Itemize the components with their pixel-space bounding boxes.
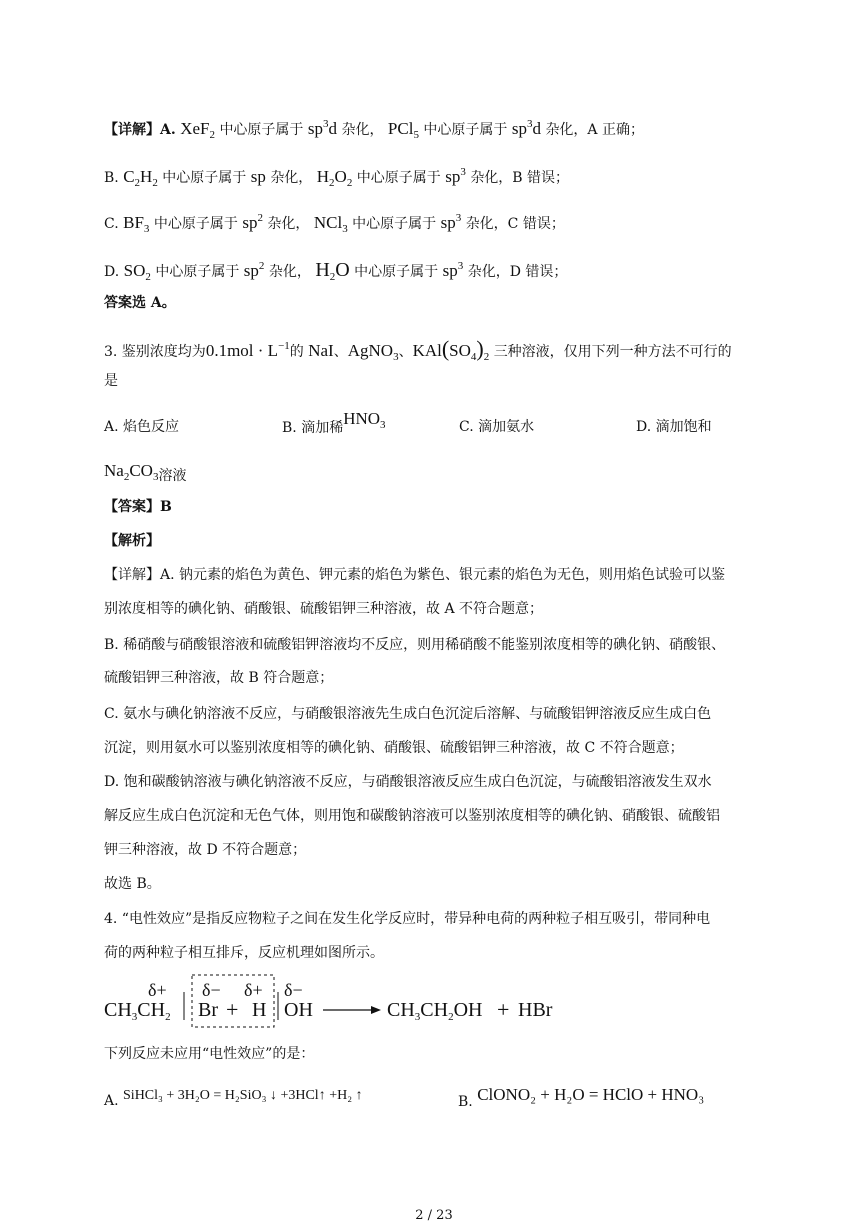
q3-detail-3: B. 稀硝酸与硝酸银溶液和硫酸铝钾溶液均不反应，则用稀硝酸不能鉴别浓度相等的碘化钠、硝酸银、 (104, 637, 726, 653)
equation-a: SiHCl₃ + 3H₂O = H₂SiO₃ ↓ +3HCl↑ +H₂ ↑ (123, 1088, 363, 1103)
product-ethanol: $CH_3CH_2OH$ (387, 999, 483, 1023)
q3-detail-10: 故选 B。 (104, 876, 161, 892)
delta-plus-1: δ+ (148, 980, 167, 1000)
q3-detail-5: C. 氨水与碘化钠溶液不反应，与硝酸银溶液先生成白色沉淀后溶解、与硫酸铝钾溶液反应生成白色 (104, 706, 712, 722)
formula-c2h2: $C_2H_2$ (123, 167, 158, 189)
formula-bf3: $BF_3$ (123, 213, 150, 235)
arrow-head (371, 1006, 381, 1014)
mechanism-diagram (104, 970, 564, 1030)
q3-detail-8: 解反应生成白色沉淀和无色气体，则用饱和碳酸钠溶液可以鉴别浓度相等的碘化钠、硝酸银、硫酸铝 (104, 808, 720, 824)
q3-detail-7: D. 饱和碳酸钠溶液与碘化钠溶液不反应，与硝酸银溶液反应生成白色沉淀，与硫酸铝溶液发生双水 (104, 774, 712, 790)
reactant-ethyl: $CH_3CH_2$ (104, 999, 171, 1023)
product-hbr: HBr (518, 999, 553, 1021)
hybrid-sp3-d: $sp^3$ (442, 260, 464, 280)
concentration: $0.1mol \cdot L^{-1}$ (205, 340, 290, 360)
formula-xef2: XeF$_2$ (180, 119, 215, 141)
q3-detail-4: 硫酸铝钾三种溶液，故 B 符合题意； (104, 670, 334, 686)
formula-ncl3: NCl$_3$ (313, 213, 348, 235)
formula-h2o2: $H_2O_2$ (316, 167, 353, 189)
delta-plus-2: δ+ (244, 980, 263, 1000)
q3-detail-1: 【详解】A. 钠元素的焰色为黄色、钾元素的焰色为紫色、银元素的焰色为无色，则用焰色试验可以鉴 (104, 567, 726, 583)
option-d: D. 滴加饱和 (636, 419, 712, 435)
formula-na2co3: $Na_2CO_3$ (104, 461, 159, 483)
formula-kalso42: $KAl(SO_4)_2$ (412, 336, 490, 363)
formula-pcl5: PCl$_5$ (387, 119, 419, 141)
hybrid-sp3d-2: $sp^3d$ (511, 118, 541, 138)
formula-nai: NaI (308, 341, 334, 360)
option-c: C. 滴加氨水 (459, 419, 535, 435)
hybrid-sp3-c: $sp^3$ (440, 212, 462, 232)
hybrid-sp3d: $sp^3d$ (307, 118, 338, 138)
q3-answer: 【答案】B (104, 499, 172, 515)
detail-line-c: C. $BF_3$ 中心原子属于 $sp^2$ 杂化， NCl$_3$ 中心原子属于 $sp^3$ 杂化，C 错误； (104, 212, 565, 235)
hybrid-sp: sp (250, 167, 266, 186)
delta-minus-2: δ− (284, 980, 303, 1000)
detail-line-b: B. $C_2H_2$ 中心原子属于 sp 杂化， $H_2O_2$ 中心原子属于 $sp^3$ 杂化，B 错误； (104, 166, 570, 189)
page-number: 2 / 23 (415, 1208, 453, 1223)
q3-analysis: 【解析】 (104, 533, 160, 549)
reaction-mechanism (104, 970, 564, 1030)
option-b: B. 滴加稀$HNO_3$ (282, 409, 386, 436)
delta-minus-1: δ− (202, 980, 221, 1000)
detail-label: 【详解】A. (104, 122, 176, 138)
plus-sign: + (226, 997, 239, 1022)
q4-option-a: A. SiHCl₃ + 3H₂O = H₂SiO₃ ↓ +3HCl↑ +H₂ ↑ (104, 1088, 363, 1109)
q3-stem-2: 是 (104, 373, 118, 389)
hybrid-sp2-d: $sp^2$ (243, 260, 265, 280)
answer-line-prev: 答案选 A。 (104, 295, 176, 311)
hybrid-sp2: $sp^2$ (242, 212, 263, 232)
q4-option-b: B. ClONO₂ + H₂O = HClO + HNO₃ (458, 1085, 705, 1110)
reactant-br: Br (198, 999, 218, 1021)
q3-detail-6: 沉淀，则用氨水可以鉴别浓度相等的碘化钠、硝酸银、硫酸铝钾三种溶液，故 C 不符合题意； (104, 740, 684, 756)
formula-so2: $SO_2$ (123, 261, 151, 283)
option-a: A. 焰色反应 (104, 419, 180, 435)
q3-detail-9: 钾三种溶液，故 D 不符合题意； (104, 842, 307, 858)
detail-line-a: 【详解】A. XeF$_2$ 中心原子属于 $sp^3d$ 杂化， PCl$_5$ 中心原子属于 $sp^3d$ 杂化，A 正确； (104, 118, 644, 141)
q3-stem: 3. 鉴别浓度均为$0.1mol \cdot L^{-1}$的 NaI、AgNO$_3$、$KAl(SO_4)_2$ 三种溶液，仅用下列一种方法不可行的 (104, 336, 732, 363)
hybrid-sp3: $sp^3$ (445, 166, 466, 186)
product-plus: + (497, 997, 510, 1022)
q4-ask: 下列反应未应用“电性效应”的是： (104, 1046, 315, 1062)
q4-stem-1: 4. “电性效应”是指反应物粒子之间在发生化学反应时，带异种电荷的两种粒子相互吸引，带同种电 (104, 911, 711, 927)
detail-line-d: D. $SO_2$ 中心原子属于 $sp^2$ 杂化， $H_2O$ 中心原子属于 $sp^3$ 杂化，D 错误； (104, 259, 568, 283)
q4-stem-2: 荷的两种粒子相互排斥，反应机理如图所示。 (104, 945, 384, 961)
option-d-cont: $Na_2CO_3$溶液 (104, 461, 187, 484)
q3-detail-2: 别浓度相等的碘化钠、硝酸银、硫酸铝钾三种溶液，故 A 不符合题意； (104, 601, 544, 617)
equation-b: ClONO₂ + H₂O = HClO + HNO₃ (477, 1085, 705, 1104)
formula-h2o: $H_2O$ (315, 259, 350, 283)
reactant-h: H (252, 999, 267, 1021)
reactant-oh: OH (284, 999, 313, 1021)
formula-agno3: AgNO$_3$ (347, 341, 399, 363)
